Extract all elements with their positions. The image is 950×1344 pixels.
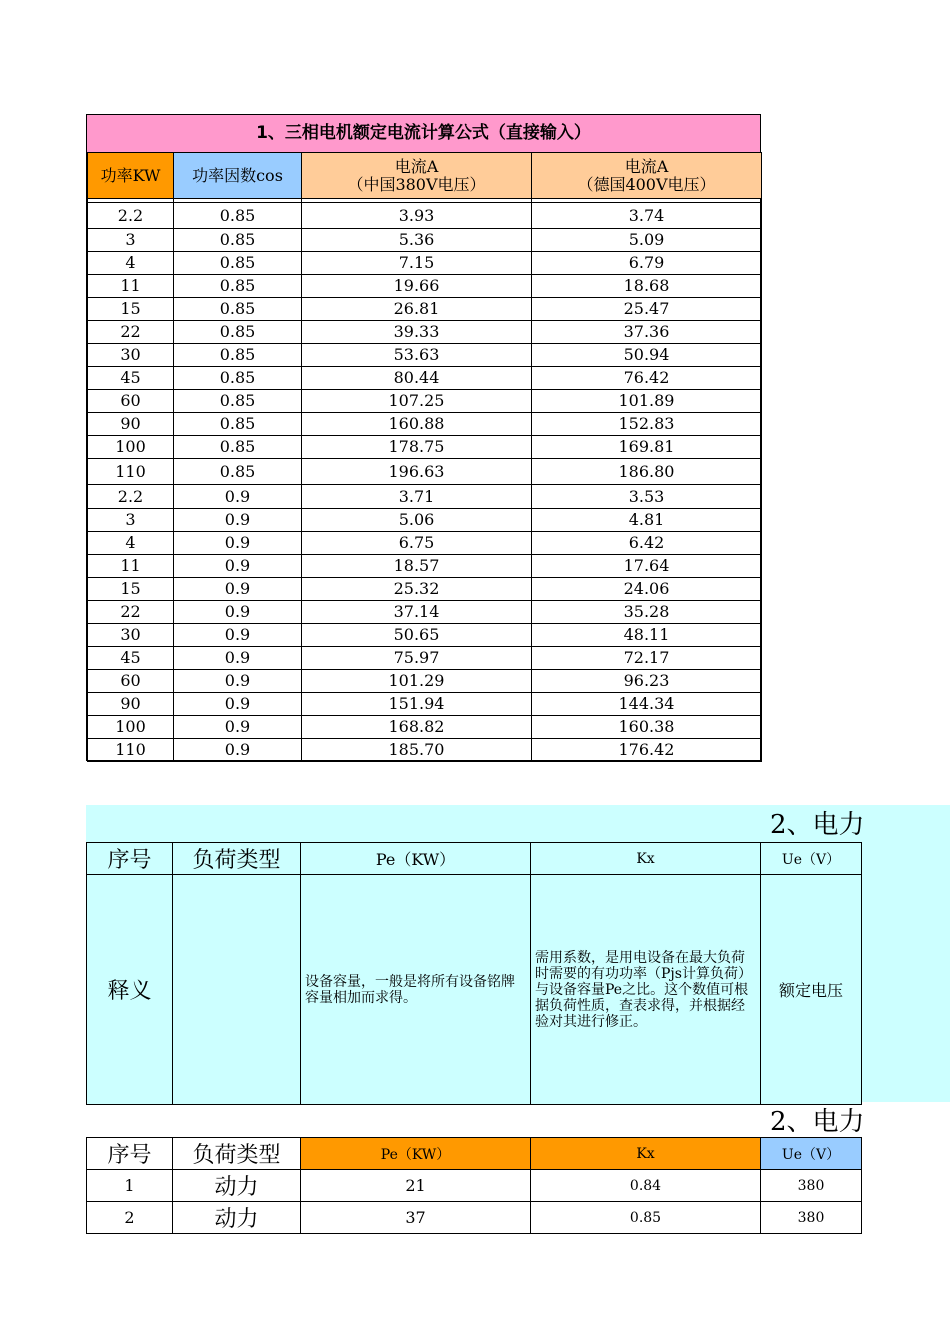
cell-current-germany: 6.42 (532, 532, 762, 555)
header-seq: 序号 (87, 843, 173, 875)
load-data-rows (87, 1170, 862, 1234)
cell-current-germany: 6.79 (532, 252, 762, 275)
cell-current-china: 151.94 (302, 693, 532, 716)
cell-power-factor: 0.85 (174, 413, 302, 436)
explain-row (87, 875, 862, 1105)
header-ue: Ue（V） (761, 843, 862, 875)
cell-power-factor: 0.9 (174, 739, 302, 762)
cell-power: 30 (88, 624, 174, 647)
cell-power-factor: 0.9 (174, 693, 302, 716)
cell-current-china: 196.63 (302, 459, 532, 485)
cell-current-china: 178.75 (302, 436, 532, 459)
cell-current-germany: 24.06 (532, 578, 762, 601)
cell-power: 45 (88, 367, 174, 390)
cell-power-factor: 0.85 (174, 275, 302, 298)
cell-current-germany: 72.17 (532, 647, 762, 670)
cell-power-factor: 0.85 (174, 459, 302, 485)
cell-power: 3 (88, 509, 174, 532)
group-pf-09 (88, 485, 762, 762)
cell-current-germany: 35.28 (532, 601, 762, 624)
cell-current-china: 107.25 (302, 390, 532, 413)
header-ue: Ue（V） (761, 1138, 862, 1170)
cell-power-factor: 0.9 (174, 624, 302, 647)
cell-current-germany: 169.81 (532, 436, 762, 459)
cell-power: 22 (88, 601, 174, 624)
cell-power-factor: 0.85 (174, 252, 302, 275)
cell-power-factor: 0.85 (174, 390, 302, 413)
cell-current-china: 50.65 (302, 624, 532, 647)
header-pe: Pe（KW） (301, 1138, 531, 1170)
header-current-germany-line1: 电流A (624, 156, 669, 176)
table-row (88, 275, 762, 298)
table-row (88, 413, 762, 436)
table-row (88, 601, 762, 624)
table-row (88, 693, 762, 716)
cell-power-factor: 0.85 (174, 367, 302, 390)
cell-power-factor: 0.85 (174, 436, 302, 459)
cell-current-china: 75.97 (302, 647, 532, 670)
cell-current-china: 18.57 (302, 555, 532, 578)
cell-current-germany: 96.23 (532, 670, 762, 693)
cell-seq: 2 (87, 1202, 173, 1234)
table-row (88, 509, 762, 532)
load-explain-table (86, 842, 862, 1105)
cell-current-germany: 3.74 (532, 203, 762, 229)
cell-power: 2.2 (88, 485, 174, 509)
cell-current-china: 3.71 (302, 485, 532, 509)
cell-power-factor: 0.9 (174, 601, 302, 624)
cell-power: 90 (88, 693, 174, 716)
table-row (88, 252, 762, 275)
table-row (88, 436, 762, 459)
cell-current-china: 5.36 (302, 229, 532, 252)
cell-power: 30 (88, 344, 174, 367)
cell-current-china: 7.15 (302, 252, 532, 275)
section3-header-row (87, 1138, 862, 1170)
cell-current-china: 6.75 (302, 532, 532, 555)
cell-current-china: 19.66 (302, 275, 532, 298)
cell-current-germany: 144.34 (532, 693, 762, 716)
cell-load-type: 动力 (173, 1170, 301, 1202)
cell-power: 110 (88, 459, 174, 485)
cell-power: 4 (88, 532, 174, 555)
table-row (88, 459, 762, 485)
cell-kx: 0.85 (531, 1202, 761, 1234)
section2-title: 2、电力 (770, 810, 865, 840)
table-row (88, 624, 762, 647)
cell-power-factor: 0.9 (174, 485, 302, 509)
table-row (88, 485, 762, 509)
header-current-china-line1: 电流A (394, 156, 439, 176)
table-row (88, 229, 762, 252)
cell-power-factor: 0.9 (174, 578, 302, 601)
cell-power: 15 (88, 578, 174, 601)
cell-power: 60 (88, 670, 174, 693)
cell-current-germany: 4.81 (532, 509, 762, 532)
pe-description: 设备容量，一般是将所有设备铭牌容量相加而求得。 (301, 875, 531, 1105)
motor-current-table (86, 114, 761, 761)
cell-power-factor: 0.85 (174, 298, 302, 321)
cell-current-germany: 18.68 (532, 275, 762, 298)
cell-power-factor: 0.85 (174, 321, 302, 344)
section3-title: 2、电力 (770, 1107, 865, 1137)
cell-power: 22 (88, 321, 174, 344)
ue-description: 额定电压 (761, 875, 862, 1105)
cell-power: 11 (88, 275, 174, 298)
table1-header-row (88, 153, 762, 199)
cell-power: 60 (88, 390, 174, 413)
kx-description: 需用系数，是用电设备在最大负荷时需要的有功功率（Pjs计算负荷）与设备容量Pe之比。这个数值可根据负荷性质，查表求得，并根据经验对其进行修正。 (531, 875, 761, 1105)
cell-power-factor: 0.9 (174, 555, 302, 578)
table-row (88, 344, 762, 367)
cell-load-type: 动力 (173, 1202, 301, 1234)
table1-title: 1、三相电机额定电流计算公式（直接输入） (87, 115, 760, 153)
cell-current-china: 5.06 (302, 509, 532, 532)
cell-power-factor: 0.85 (174, 203, 302, 229)
header-power: 功率KW (88, 153, 174, 199)
header-kx: Kx (531, 1138, 761, 1170)
cell-seq: 1 (87, 1170, 173, 1202)
cell-current-germany: 160.38 (532, 716, 762, 739)
cell-power-factor: 0.85 (174, 344, 302, 367)
section2-side-fill (860, 842, 950, 1102)
cell-current-germany: 37.36 (532, 321, 762, 344)
cell-ue: 380 (761, 1202, 862, 1234)
header-current-germany-line2: （德国400V电压） (577, 174, 716, 194)
cell-power: 4 (88, 252, 174, 275)
header-load-type: 负荷类型 (173, 1138, 301, 1170)
cell-current-germany: 50.94 (532, 344, 762, 367)
cell-power-factor: 0.9 (174, 509, 302, 532)
cell-current-china: 3.93 (302, 203, 532, 229)
cell-power-factor: 0.9 (174, 647, 302, 670)
header-pe: Pe（KW） (301, 843, 531, 875)
cell-power: 100 (88, 716, 174, 739)
cell-power: 100 (88, 436, 174, 459)
cell-power: 11 (88, 555, 174, 578)
explain-type-empty (173, 875, 301, 1105)
cell-power-factor: 0.85 (174, 229, 302, 252)
cell-power-factor: 0.9 (174, 532, 302, 555)
cell-power: 45 (88, 647, 174, 670)
explain-label: 释义 (87, 875, 173, 1105)
cell-pe: 21 (301, 1170, 531, 1202)
table-row (88, 670, 762, 693)
motor-current-grid (87, 152, 762, 762)
cell-current-germany: 101.89 (532, 390, 762, 413)
cell-current-china: 185.70 (302, 739, 532, 762)
header-kx: Kx (531, 843, 761, 875)
cell-current-germany: 76.42 (532, 367, 762, 390)
cell-current-germany: 186.80 (532, 459, 762, 485)
cell-current-germany: 5.09 (532, 229, 762, 252)
table-row (88, 298, 762, 321)
table-row (88, 716, 762, 739)
cell-current-china: 25.32 (302, 578, 532, 601)
cell-pe: 37 (301, 1202, 531, 1234)
cell-current-china: 39.33 (302, 321, 532, 344)
header-load-type: 负荷类型 (173, 843, 301, 875)
cell-current-germany: 152.83 (532, 413, 762, 436)
cell-power: 2.2 (88, 203, 174, 229)
table-row (87, 1170, 862, 1202)
table-row (88, 390, 762, 413)
header-power-factor: 功率因数cos (174, 153, 302, 199)
header-seq: 序号 (87, 1138, 173, 1170)
table-row (88, 555, 762, 578)
header-current-china-line2: （中国380V电压） (347, 174, 486, 194)
cell-current-china: 80.44 (302, 367, 532, 390)
cell-current-germany: 3.53 (532, 485, 762, 509)
table-row (88, 578, 762, 601)
table-row (88, 203, 762, 229)
table-row (88, 367, 762, 390)
cell-current-germany: 48.11 (532, 624, 762, 647)
header-current-china (302, 153, 532, 199)
cell-current-germany: 25.47 (532, 298, 762, 321)
header-current-germany (532, 153, 762, 199)
cell-current-china: 37.14 (302, 601, 532, 624)
cell-current-china: 101.29 (302, 670, 532, 693)
cell-current-germany: 176.42 (532, 739, 762, 762)
cell-power: 15 (88, 298, 174, 321)
cell-current-china: 168.82 (302, 716, 532, 739)
cell-power: 90 (88, 413, 174, 436)
cell-current-germany: 17.64 (532, 555, 762, 578)
load-data-table (86, 1137, 862, 1234)
cell-current-china: 53.63 (302, 344, 532, 367)
cell-power-factor: 0.9 (174, 670, 302, 693)
cell-kx: 0.84 (531, 1170, 761, 1202)
cell-power: 3 (88, 229, 174, 252)
table-row (88, 532, 762, 555)
table-row (88, 739, 762, 762)
table-row (87, 1202, 862, 1234)
cell-current-china: 26.81 (302, 298, 532, 321)
section2-header-row (87, 843, 862, 875)
cell-power-factor: 0.9 (174, 716, 302, 739)
cell-ue: 380 (761, 1170, 862, 1202)
table-row (88, 321, 762, 344)
cell-current-china: 160.88 (302, 413, 532, 436)
group-pf-085 (88, 203, 762, 485)
table-row (88, 647, 762, 670)
cell-power: 110 (88, 739, 174, 762)
